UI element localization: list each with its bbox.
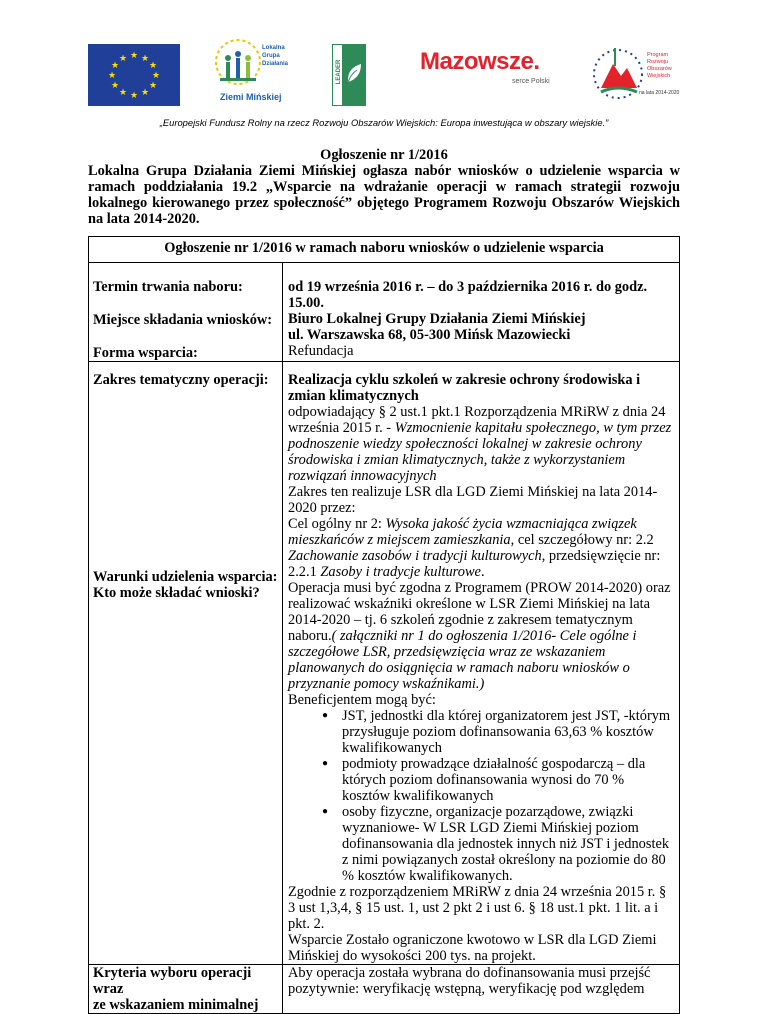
goal-part-g: . (480, 564, 485, 580)
bullet-icon: ● (322, 710, 329, 721)
lgd-name: Ziemi Mińskiej (220, 92, 282, 102)
announcement-body: Lokalna Grupa Działania Ziemi Mińskiej ogłasza nabór wniosków o udzielenie wsparcia w ramach poddziałania 19.2 „Wsparcie na wdrażanie operacji w ramach strategii rozwoju lokalnego kierowanego przez społeczność” objętego Programem Rozwoju Obszarów Wiejskich na lata 2014-2020. (88, 163, 680, 227)
goal-part-c: , cel szczegółowy nr: 2.2 (510, 532, 654, 548)
prow-emblem-icon (593, 44, 643, 102)
svg-text:★: ★ (118, 88, 128, 98)
logo-strip (88, 36, 688, 114)
value-form: Refundacja (288, 343, 354, 359)
prow-years: na lata 2014-2020 (639, 90, 680, 96)
svg-text:★: ★ (118, 54, 128, 64)
prow-line-2: Rozwoju (647, 59, 669, 65)
table-row-scope (89, 362, 680, 965)
list-item (322, 804, 674, 884)
svg-text:★: ★ (151, 71, 161, 81)
leaf-icon (343, 44, 366, 106)
conditions-main: Operacja musi być zgodna z Programem (PROW 2014-2020) oraz realizować wskaźniki określone w LSR Ziemi Mińskiej na lata 2014-2020 – tj. 6 szkoleń zgodnie z zakresem tematycznym naboru. (288, 580, 671, 644)
value-place-1: Biuro Lokalnej Grupy Działania Ziemi Mińskiej (288, 311, 586, 327)
mazowsze-wordmark: Mazowsze. (420, 48, 540, 75)
svg-text:★: ★ (110, 81, 120, 91)
svg-text:★: ★ (129, 51, 139, 61)
svg-text:★: ★ (140, 88, 150, 98)
bullet-icon: ● (322, 806, 329, 817)
goal-part-d: Zachowanie zasobów i tradycji kulturowych (288, 548, 542, 564)
goal-part-f: Zasoby i tradycje kulturowe (320, 564, 481, 580)
beneficiaries-heading: Beneficjentem mogą być: (288, 692, 436, 708)
funding-limit: Wsparcie Zostało ograniczone kwotowo w LSR dla LGD Ziemi Mińskiej do wysokości 200 tys. na projekt. (288, 932, 657, 964)
motto: „Europejski Fundusz Rolny na rzecz Rozwoju Obszarów Wiejskich: Europa inwestująca w obszary wiejskie.” (159, 117, 609, 128)
lgd-ziemi-minskiej-logo (214, 36, 302, 108)
leader-text: LEADER (336, 59, 342, 85)
label-place: Miejsce składania wniosków: (93, 312, 273, 328)
goal-part-e: , przedsięwzięcie nr: 2.2.1 (288, 548, 661, 580)
eu-flag-logo (88, 44, 180, 106)
svg-text:★: ★ (129, 91, 139, 101)
lgd-word-3: Działania (262, 61, 289, 67)
announcement-table (88, 236, 680, 1014)
scope-lsr: Zakres ten realizuje LSR dla LGD Ziemi Mińskiej na lata 2014-2020 przez: (288, 484, 658, 516)
beneficiaries-list (288, 708, 674, 884)
svg-text:★: ★ (107, 71, 117, 81)
scope-title: Realizacja cyklu szkoleń w zakresie ochrony środowiska i zmian klimatycznych (288, 372, 641, 404)
list-item (322, 756, 674, 804)
scope-regulation-italic: Wzmocnienie kapitału społecznego, w tym przez podnoszenie wiedzy społeczności lokalnej w zakresie ochrony środowiska i zmian klimatycznych, także z wykorzystaniem rozwiązań innowacyjnych (288, 420, 672, 484)
label-who: Kto może składać wnioski? (93, 585, 260, 601)
label-criteria-1: Kryteria wyboru operacji wraz (93, 965, 252, 997)
mazowsze-logo (420, 48, 570, 98)
lgd-figures-icon (214, 36, 262, 88)
lgd-word-2: Grupa (262, 53, 280, 59)
conditions-attachment: ( załączniki nr 1 do ogłoszenia 1/2016- Cele ogólne i szczegółowe LSR, przedsięwzięcia wraz ze wskazaniem planowanych do osiągnięcia w ramach naboru wniosków o przyznanie pomocy wskaźnikami.) (288, 628, 637, 692)
scope-regulation-text: odpowiadający § 2 ust.1 pkt.1 Rozporządzenia MRiRW z dnia 24 września 2015 r. - (288, 404, 666, 436)
label-conditions: Warunki udzielenia wsparcia: (93, 569, 278, 585)
list-item (322, 708, 674, 756)
scope-goal (288, 516, 674, 580)
announcement-title: Ogłoszenie nr 1/2016 (320, 147, 448, 163)
table-header: Ogłoszenie nr 1/2016 w ramach naboru wniosków o udzielenie wsparcia (89, 237, 680, 263)
beneficiary-2: podmioty prowadzące działalność gospodarczą – dla których poziom dofinansowania wynosi do 70 % kosztów kwalifikowanych (342, 756, 646, 804)
leader-logo (332, 44, 366, 106)
prow-line-3: Obszarów (647, 66, 672, 72)
conditions-text (288, 580, 674, 692)
label-scope: Zakres tematyczny operacji: (93, 372, 269, 388)
value-place-2: ul. Warszawska 68, 05-300 Mińsk Mazowiecki (288, 327, 571, 343)
lgd-word-1: Lokalna (262, 45, 285, 51)
bullet-icon: ● (322, 758, 329, 769)
beneficiary-1: JST, jednostki dla której organizatorem jest JST, -którym przysługuje poziom dofinansowania 63,63 % kosztów kwalifikowanych (342, 708, 671, 756)
prow-line-1: Program (647, 52, 669, 58)
regulation-reference: Zgodnie z rozporządzeniem MRiRW z dnia 24 września 2015 r. § 3 ust 1,3,4, § 15 ust. 1, ust 2 pkt 2 i ust 6. § 18 ust.1 pkt. 1 lit. a i pkt. 2. (288, 884, 667, 932)
label-form: Forma wsparcia: (93, 345, 198, 361)
svg-text:★: ★ (148, 61, 158, 71)
table-row-criteria (89, 965, 680, 1014)
scope-regulation (288, 404, 674, 484)
goal-part-b: Wysoka jakość życia wzmacniająca związek mieszkańców z miejscem zamieszkania (288, 516, 637, 548)
svg-text:★: ★ (148, 81, 158, 91)
value-term: od 19 września 2016 r. – do 3 października 2016 r. do godz. 15.00. (288, 279, 648, 311)
label-term: Termin trwania naboru: (93, 279, 243, 295)
criteria-text-1: Aby operacja została wybrana do dofinansowania musi przejść (288, 965, 651, 981)
mazowsze-tagline: serce Polski (512, 78, 550, 85)
goal-part-a: Cel ogólny nr 2: (288, 516, 386, 532)
beneficiary-3: osoby fizyczne, organizacje pozarządowe, związki wyznaniowe- W LSR LGD Ziemi Mińskiej poziom dofinansowania dla jednostek innych niż JST i jednostek z nimi powiązanych został określony na poziomie do 80 % kosztów kwalifikowanych. (342, 804, 670, 884)
svg-text:★: ★ (110, 61, 120, 71)
prow-logo (593, 38, 713, 114)
label-criteria-2: ze wskazaniem minimalnej (93, 997, 259, 1013)
prow-line-4: Wiejskich (647, 73, 671, 79)
criteria-text-2: pozytywnie: weryfikację wstępną, weryfikację pod względem (288, 981, 645, 997)
svg-text:★: ★ (140, 54, 150, 64)
table-row-basic (89, 263, 680, 362)
